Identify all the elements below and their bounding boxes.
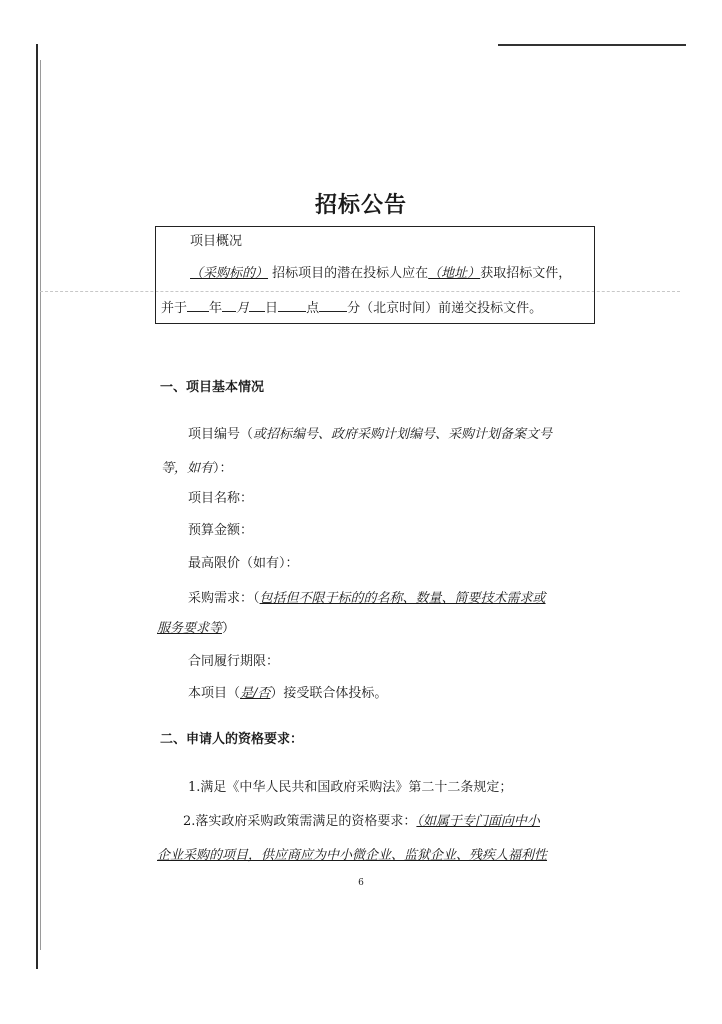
- max-price-label: 最高限价（如有）：: [188, 556, 299, 571]
- overview-line-1-text: 招标项目的潜在投标人应在: [272, 266, 429, 281]
- demand-label: 采购需求：（: [188, 591, 260, 606]
- demand-line: [188, 590, 546, 608]
- demand-hint: 包括但不限于标的的名称、数量、简要技术需求或: [259, 591, 546, 606]
- deadline-minute: 分: [347, 301, 361, 316]
- page-number: 6: [358, 878, 364, 888]
- demand-line-2: [157, 620, 235, 638]
- deadline-hour: 点: [306, 301, 320, 316]
- requirement-2-label: 2.落实政府采购政策需满足的资格要求：: [183, 814, 417, 829]
- joint-bid-suffix: ）接受联合体投标。: [270, 686, 388, 701]
- overview-line-1-tail: 获取招标文件，: [480, 266, 572, 281]
- demand-hint-tail: 服务要求等: [157, 621, 223, 636]
- requirement-2: [183, 813, 540, 831]
- requirement-2-hint: （如属于专门面向中小: [416, 814, 540, 829]
- project-number-hint: 或招标编号、政府采购计划编号、采购计划备案文号: [253, 427, 553, 442]
- deadline-day: 日: [265, 301, 279, 316]
- project-name-label: 项目名称：: [188, 491, 254, 506]
- project-number-line: [188, 426, 552, 444]
- budget-label: 预算金额：: [188, 523, 254, 538]
- deadline-month: 月: [236, 301, 250, 316]
- project-number-hint-tail: 等，如有: [161, 461, 214, 476]
- procurement-subject-placeholder: （采购标的）: [190, 266, 269, 281]
- section-2-heading: 二、申请人的资格要求：: [160, 732, 304, 747]
- scan-edge-left: [36, 44, 38, 969]
- overview-line-2: [161, 299, 542, 318]
- deadline-year: 年: [209, 301, 223, 316]
- deadline-suffix: （北京时间）前递交投标文件。: [360, 301, 543, 316]
- requirement-2-hint-line-2: 企业采购的项目，供应商应为中小微企业、监狱企业、残疾人福利性: [157, 848, 548, 863]
- overview-heading: 项目概况: [190, 234, 243, 249]
- address-placeholder: （地址）: [428, 266, 481, 281]
- project-number-line-2: [161, 460, 233, 478]
- project-number-colon: ）：: [213, 461, 233, 476]
- scan-edge-top: [498, 44, 686, 46]
- demand-close: ）: [222, 621, 236, 636]
- joint-bid-prefix: 本项目（: [188, 686, 241, 701]
- section-1-heading: 一、项目基本情况: [160, 380, 265, 395]
- joint-bid-option: 是/否: [240, 686, 271, 701]
- overview-line-1: [190, 265, 571, 283]
- deadline-prefix: 并于: [161, 301, 188, 316]
- requirement-1: 1.满足《中华人民共和国政府采购法》第二十二条规定；: [188, 780, 513, 795]
- project-number-label: 项目编号（: [188, 427, 254, 442]
- joint-bid-line: [188, 685, 387, 703]
- contract-period-label: 合同履行期限：: [188, 654, 280, 669]
- document-title: 招标公告: [314, 193, 407, 218]
